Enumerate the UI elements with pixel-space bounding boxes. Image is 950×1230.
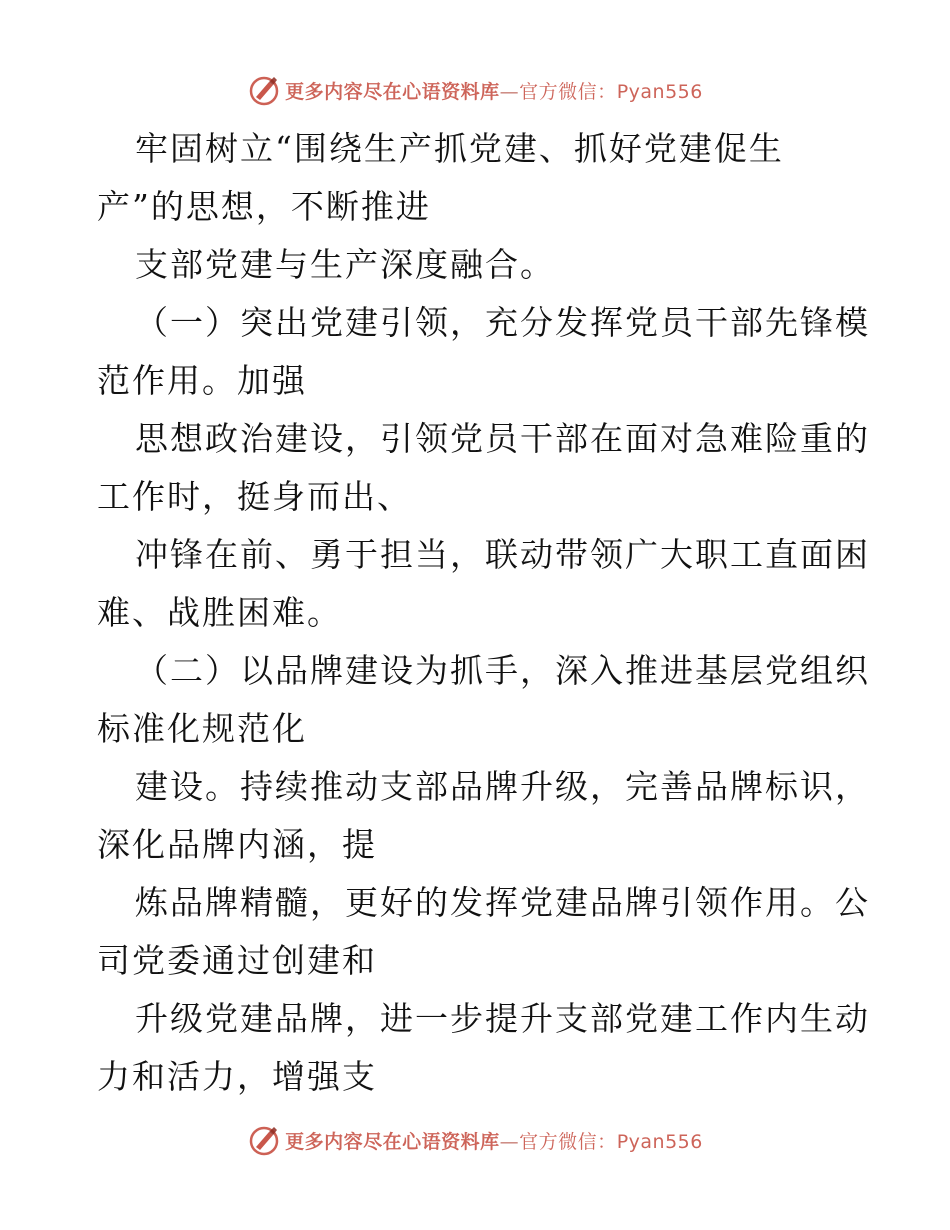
watermark-contact-label: 官方微信： — [519, 80, 617, 103]
body-text-line: 力和活力，增强支 — [97, 1057, 377, 1096]
body-text-line: 建设。持续推动支部品牌升级，完善品牌标识， — [135, 767, 870, 806]
body-text-line: 产”的思想，不断推进 — [97, 187, 431, 226]
body-text-line: （一）突出党建引领，充分发挥党员干部先锋模 — [135, 303, 870, 342]
body-text-line: 范作用。加强 — [97, 361, 307, 400]
watermark-contact-id: Pyan556 — [616, 80, 703, 103]
watermark-separator: — — [499, 80, 520, 103]
body-text-line: 思想政治建设，引领党员干部在面对急难险重的 — [135, 419, 870, 458]
body-text-line: 司党委通过创建和 — [97, 941, 377, 980]
header-watermark — [0, 70, 950, 110]
brush-logo-icon — [247, 73, 281, 107]
body-text-line: 冲锋在前、勇于担当，联动带领广大职工直面困 — [135, 535, 870, 574]
body-text-line: （二）以品牌建设为抓手，深入推进基层党组织 — [135, 651, 870, 690]
watermark-contact-id: Pyan556 — [616, 1130, 703, 1153]
body-text-line: 炼品牌精髓，更好的发挥党建品牌引领作用。公 — [135, 883, 870, 922]
watermark-separator: — — [499, 1130, 520, 1153]
brush-logo-icon — [247, 1123, 281, 1157]
footer-watermark — [0, 1120, 950, 1160]
watermark-contact-label: 官方微信： — [519, 1130, 617, 1153]
watermark-text: 更多内容尽在心语资料库 — [285, 1130, 500, 1153]
body-text-line: 牢固树立“围绕生产抓党建、抓好党建促生 — [135, 129, 784, 168]
body-text-line: 标准化规范化 — [97, 709, 307, 748]
body-text-line: 难、战胜困难。 — [97, 593, 342, 632]
body-text-line: 支部党建与生产深度融合。 — [135, 245, 555, 284]
document-body — [97, 120, 870, 1106]
body-text-line: 升级党建品牌，进一步提升支部党建工作内生动 — [135, 999, 870, 1038]
body-text-line: 深化品牌内涵，提 — [97, 825, 377, 864]
watermark-text: 更多内容尽在心语资料库 — [285, 80, 500, 103]
body-text-line: 工作时，挺身而出、 — [97, 477, 412, 516]
